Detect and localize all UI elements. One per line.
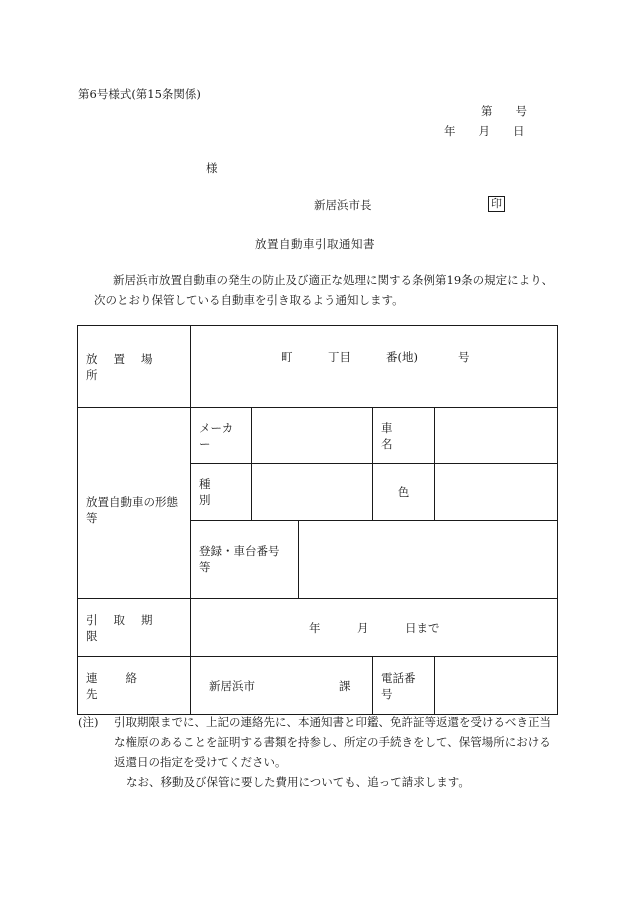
type-label: 種別: [199, 477, 233, 507]
notes-text-1: 引取期限までに、上記の連絡先に、本通知書と印鑑、免許証等返還を受けるべき正当な権原のあることを証明する書類を持参し、所定の手続きをして、保管場所における返還日の指定を受けてください。: [114, 715, 551, 769]
phone-value-cell[interactable]: [435, 657, 558, 715]
maker-label: メーカー: [199, 420, 234, 451]
location-label-cell: [78, 326, 191, 408]
seal-mark: 印: [488, 196, 505, 212]
notice-body: 新居浜市放置自動車の発生の防止及び適正な処理に関する条例第19条の規定により、次のとおり保管している自動車を引き取るよう通知します。: [94, 273, 554, 307]
type-label-cell: [191, 464, 252, 521]
vehicle-label-cell: [78, 408, 191, 599]
contact-city: 新居浜市: [209, 679, 255, 693]
vehicle-form-label: 放置自動車の形態等: [86, 495, 178, 525]
deadline-day: 日まで: [405, 621, 440, 635]
deadline-label-cell: [78, 599, 191, 657]
notes-section: [78, 712, 558, 792]
notes-mark: (注): [78, 715, 99, 729]
location-label: 放置場所: [86, 351, 169, 382]
registration-label-cell: [191, 521, 299, 599]
color-label: 色: [397, 485, 410, 499]
notes-text-2: なお、移動及び保管に要した費用についても、追って請求します。: [126, 775, 470, 789]
maker-label-cell: [191, 408, 252, 464]
phone-label: 電話番号: [381, 670, 416, 701]
form-number-label: 第6号様式(第15条関係): [78, 87, 201, 101]
location-banchi: 番(地): [386, 350, 418, 364]
contact-label: 連絡先: [86, 670, 165, 701]
registration-label: 登録・車台番号等: [199, 544, 280, 574]
contact-label-cell: [78, 657, 191, 715]
registration-value-cell[interactable]: [299, 521, 558, 599]
vehicle-info-table: [77, 325, 558, 715]
color-label-cell: [373, 464, 435, 521]
phone-label-cell: [373, 657, 435, 715]
document-title: 放置自動車引取通知書: [255, 237, 375, 251]
location-cho: 町: [281, 350, 293, 364]
document-number-line: 第 号: [481, 104, 527, 118]
type-value-cell[interactable]: [252, 464, 373, 521]
location-go: 号: [458, 350, 470, 364]
car-name-label-cell: [373, 408, 435, 464]
car-name-label: 車名: [381, 420, 415, 451]
location-value-cell: [191, 326, 558, 408]
deadline-label: 引取期限: [86, 612, 169, 643]
maker-value-cell[interactable]: [252, 408, 373, 464]
addressee-honorific: 様: [206, 161, 218, 175]
deadline-year: 年: [309, 621, 321, 635]
issuer-name: 新居浜市長: [314, 198, 372, 212]
car-name-value-cell[interactable]: [435, 408, 558, 464]
location-chome: 丁目: [328, 350, 351, 364]
contact-value-cell: [191, 657, 373, 715]
color-value-cell[interactable]: [435, 464, 558, 521]
deadline-month: 月: [357, 621, 369, 635]
deadline-value-cell: [191, 599, 558, 657]
contact-dept: 課: [339, 679, 351, 693]
date-line: 年 月 日: [444, 124, 525, 138]
